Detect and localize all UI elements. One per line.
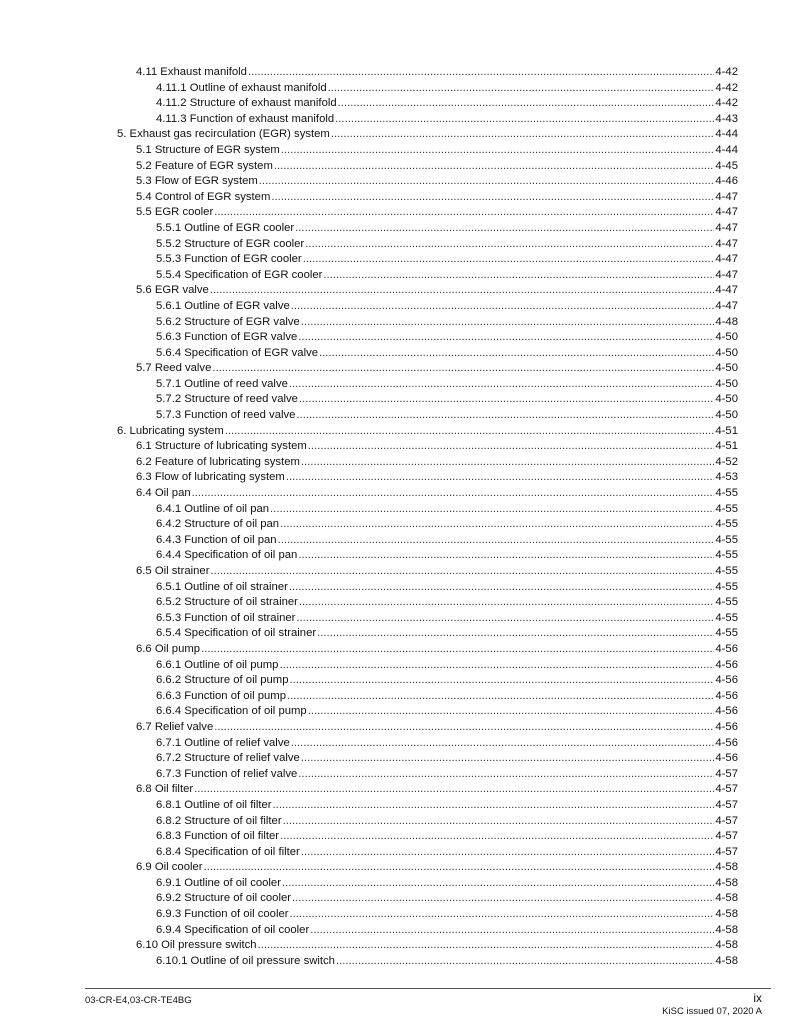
toc-entry[interactable] [0, 548, 794, 564]
toc-entry[interactable] [0, 486, 794, 502]
toc-entry-title: 6.2 Feature of lubricating system [136, 455, 300, 468]
toc-entry-page: 4-50 [715, 393, 738, 406]
toc-entry[interactable] [0, 720, 794, 736]
toc-entry[interactable] [0, 424, 794, 440]
toc-entry-page: 4-44 [715, 143, 738, 156]
toc-entry-title: 4.11.2 Structure of exhaust manifold [156, 97, 337, 110]
toc-entry-title: 6.7 Relief valve [136, 720, 214, 733]
toc-entry-page: 4-58 [715, 954, 738, 967]
toc-entry[interactable] [0, 330, 794, 346]
toc-entry-title: 5.7.1 Outline of reed valve [156, 377, 288, 390]
toc-entry-page: 4-57 [715, 814, 738, 827]
toc-entry[interactable] [0, 502, 794, 518]
toc-entry-page: 4-56 [715, 642, 738, 655]
toc-entry-page: 4-58 [715, 892, 738, 905]
footer-divider [85, 988, 771, 989]
toc-entry-page: 4-55 [715, 580, 738, 593]
dot-leader [278, 533, 715, 549]
toc-entry-title: 6.4.3 Function of oil pan [156, 533, 277, 546]
toc-entry-title: 5.2 Feature of EGR system [136, 159, 273, 172]
toc-entry[interactable] [0, 470, 794, 486]
toc-entry-page: 4-53 [715, 471, 738, 484]
toc-entry[interactable] [0, 829, 794, 845]
toc-entry-title: 5.6.3 Function of EGR valve [156, 331, 298, 344]
dot-leader [298, 767, 714, 783]
toc-entry-title: 6.10 Oil pressure switch [136, 939, 257, 952]
toc-entry[interactable] [0, 65, 794, 81]
toc-entry-title: 6.5.3 Function of oil strainer [156, 611, 296, 624]
toc-entry[interactable] [0, 533, 794, 549]
toc-entry-title: 6.7.1 Outline of relief valve [156, 736, 290, 749]
toc-entry[interactable] [0, 642, 794, 658]
dot-leader [292, 891, 714, 907]
toc-entry[interactable] [0, 221, 794, 237]
dot-leader [338, 96, 715, 112]
toc-entry-page: 4-58 [715, 876, 738, 889]
toc-entry-page: 4-50 [715, 331, 738, 344]
toc-entry[interactable] [0, 268, 794, 284]
dot-leader [271, 190, 714, 206]
dot-leader [280, 517, 714, 533]
dot-leader [317, 626, 714, 642]
toc-entry[interactable] [0, 252, 794, 268]
toc-entry[interactable] [0, 174, 794, 190]
toc-entry[interactable] [0, 751, 794, 767]
dot-leader [295, 221, 714, 237]
toc-entry-page: 4-56 [715, 736, 738, 749]
toc-entry[interactable] [0, 408, 794, 424]
toc-entry[interactable] [0, 315, 794, 331]
toc-entry[interactable] [0, 81, 794, 97]
dot-leader [210, 564, 714, 580]
toc-entry-page: 4-47 [715, 299, 738, 312]
toc-entry-title: 6.10.1 Outline of oil pressure switch [156, 954, 335, 967]
dot-leader [289, 377, 714, 393]
toc-entry-title: 5.7.2 Structure of reed valve [156, 393, 298, 406]
dot-leader [298, 330, 714, 346]
toc-entry[interactable] [0, 611, 794, 627]
toc-entry[interactable] [0, 439, 794, 455]
toc-entry-title: 6.9 Oil cooler [136, 861, 203, 874]
toc-entry-title: 5. Exhaust gas recirculation (EGR) system [117, 128, 330, 141]
toc-entry-page: 4-50 [715, 409, 738, 422]
dot-leader [204, 860, 715, 876]
toc-entry[interactable] [0, 361, 794, 377]
toc-entry[interactable] [0, 845, 794, 861]
toc-entry[interactable] [0, 736, 794, 752]
toc-entry-page: 4-58 [715, 861, 738, 874]
dot-leader [194, 782, 714, 798]
toc-entry-page: 4-55 [715, 518, 738, 531]
dot-leader [210, 283, 715, 299]
dot-leader [301, 751, 715, 767]
toc-entry-title: 6.7.3 Function of relief valve [156, 767, 298, 780]
toc-entry-page: 4-44 [715, 128, 738, 141]
toc-entry-page: 4-42 [715, 97, 738, 110]
toc-entry-title: 5.6.1 Outline of EGR valve [156, 299, 290, 312]
toc-entry-page: 4-47 [715, 268, 738, 281]
toc-entry[interactable] [0, 782, 794, 798]
toc-entry-title: 6.5.4 Specification of oil strainer [156, 627, 317, 640]
toc-entry-title: 6.8 Oil filter [136, 783, 194, 796]
dot-leader [290, 907, 715, 923]
toc-entry[interactable] [0, 860, 794, 876]
dot-leader [305, 237, 714, 253]
toc-entry-title: 6. Lubricating system [117, 424, 224, 437]
toc-entry[interactable] [0, 626, 794, 642]
dot-leader [308, 439, 715, 455]
toc-entry[interactable] [0, 299, 794, 315]
dot-leader [279, 658, 714, 674]
toc-entry-title: 5.4 Control of EGR system [136, 190, 271, 203]
toc-entry[interactable] [0, 767, 794, 783]
toc-entry[interactable] [0, 455, 794, 471]
toc-entry[interactable] [0, 392, 794, 408]
toc-entry-title: 5.5 EGR cooler [136, 206, 214, 219]
toc-entry-page: 4-52 [715, 455, 738, 468]
toc-entry-page: 4-50 [715, 346, 738, 359]
toc-entry-page: 4-47 [715, 253, 738, 266]
toc-entry-page: 4-56 [715, 705, 738, 718]
toc-entry-title: 6.6.3 Function of oil pump [156, 689, 286, 702]
dot-leader [299, 392, 714, 408]
toc-entry-page: 4-55 [715, 533, 738, 546]
dot-leader [281, 143, 715, 159]
dot-leader [214, 720, 714, 736]
toc-entry-title: 6.4.1 Outline of oil pan [156, 502, 270, 515]
dot-leader [280, 829, 714, 845]
toc-entry-title: 6.6.4 Specification of oil pump [156, 705, 307, 718]
toc-entry[interactable] [0, 673, 794, 689]
toc-entry-page: 4-48 [715, 315, 738, 328]
toc-entry-title: 4.11.1 Outline of exhaust manifold [156, 81, 327, 94]
toc-entry[interactable] [0, 205, 794, 221]
dot-leader [290, 673, 715, 689]
toc-entry-title: 6.9.4 Specification of oil cooler [156, 923, 310, 936]
toc-entry-page: 4-47 [715, 190, 738, 203]
toc-entry-title: 5.5.4 Specification of EGR cooler [156, 268, 323, 281]
toc-entry-page: 4-58 [715, 908, 738, 921]
toc-entry-page: 4-57 [715, 783, 738, 796]
toc-entry-title: 5.3 Flow of EGR system [136, 175, 258, 188]
dot-leader [298, 548, 714, 564]
toc-entry-page: 4-47 [715, 206, 738, 219]
toc-entry-title: 5.7 Reed valve [136, 362, 212, 375]
dot-leader [286, 470, 715, 486]
toc-entry-title: 5.5.1 Outline of EGR cooler [156, 221, 295, 234]
toc-entry-title: 6.8.1 Outline of oil filter [156, 798, 272, 811]
toc-entry-title: 6.7.2 Structure of relief valve [156, 752, 300, 765]
toc-entry-page: 4-55 [715, 502, 738, 515]
toc-entry-page: 4-42 [715, 66, 738, 78]
toc-entry[interactable] [0, 237, 794, 253]
dot-leader [283, 814, 715, 830]
toc-entry[interactable] [0, 704, 794, 720]
toc-entry-title: 6.8.2 Structure of oil filter [156, 814, 282, 827]
toc-entry-page: 4-51 [715, 424, 738, 437]
toc-entry-title: 6.6 Oil pump [136, 642, 201, 655]
toc-entry-title: 5.7.3 Function of reed valve [156, 409, 296, 422]
toc-entry[interactable] [0, 283, 794, 299]
toc-entry-page: 4-55 [715, 549, 738, 562]
toc-entry-title: 5.5.2 Structure of EGR cooler [156, 237, 305, 250]
page-number: ix [753, 991, 762, 1005]
toc-entry-title: 5.6.2 Structure of EGR valve [156, 315, 300, 328]
toc-entry[interactable] [0, 143, 794, 159]
dot-leader [287, 689, 714, 705]
toc-entry-page: 4-57 [715, 845, 738, 858]
toc-entry-page: 4-47 [715, 221, 738, 234]
toc-entry-title: 6.6.2 Structure of oil pump [156, 674, 289, 687]
toc-entry-title: 4.11.3 Function of exhaust manifold [156, 112, 335, 125]
toc-entry-title: 6.9.3 Function of oil cooler [156, 908, 289, 921]
toc-entry-page: 4-57 [715, 830, 738, 843]
toc-entry-title: 5.5.3 Function of EGR cooler [156, 253, 302, 266]
toc-entry[interactable] [0, 876, 794, 892]
dot-leader [274, 159, 715, 175]
toc-entry[interactable] [0, 595, 794, 611]
toc-entry-page: 4-55 [715, 565, 738, 577]
toc-entry[interactable] [0, 798, 794, 814]
toc-entry-title: 6.4 Oil pan [136, 487, 191, 500]
toc-entry-title: 6.4.4 Specification of oil pan [156, 549, 298, 562]
dot-leader [291, 299, 715, 315]
dot-leader [273, 798, 715, 814]
toc-entry-page: 4-43 [715, 112, 738, 125]
toc-entry[interactable] [0, 564, 794, 580]
dot-leader [299, 595, 714, 611]
dot-leader [301, 845, 715, 861]
toc-entry-page: 4-45 [715, 159, 738, 172]
toc-entry[interactable] [0, 689, 794, 705]
dot-leader [258, 938, 715, 954]
dot-leader [323, 268, 714, 284]
dot-leader [289, 580, 715, 596]
dot-leader [303, 252, 715, 268]
toc-entry-page: 4-47 [715, 284, 738, 297]
toc-entry[interactable] [0, 923, 794, 939]
dot-leader [248, 65, 714, 81]
dot-leader [319, 346, 714, 362]
toc-entry-page: 4-42 [715, 81, 738, 94]
toc-entry-title: 6.5.1 Outline of oil strainer [156, 580, 288, 593]
toc-entry-page: 4-56 [715, 720, 738, 733]
toc-entry-title: 6.4.2 Structure of oil pan [156, 518, 280, 531]
toc-entry[interactable] [0, 954, 794, 970]
toc-entry-page: 4-56 [715, 674, 738, 687]
toc-entry-title: 4.11 Exhaust manifold [136, 66, 247, 78]
toc-entry-page: 4-55 [715, 627, 738, 640]
dot-leader [310, 923, 714, 939]
toc-entry[interactable] [0, 127, 794, 143]
toc-entry[interactable] [0, 938, 794, 954]
toc-entry[interactable] [0, 517, 794, 533]
toc-entry-title: 6.6.1 Outline of oil pump [156, 658, 279, 671]
toc-entry-title: 5.1 Structure of EGR system [136, 143, 280, 156]
dot-leader [308, 704, 715, 720]
toc-entry[interactable] [0, 96, 794, 112]
dot-leader [212, 361, 714, 377]
toc-entry-page: 4-58 [715, 923, 738, 936]
toc-entry[interactable] [0, 814, 794, 830]
dot-leader [331, 127, 715, 143]
toc-entry-page: 4-47 [715, 237, 738, 250]
toc-entry-title: 6.9.1 Outline of oil cooler [156, 876, 281, 889]
toc-entry-title: 6.8.3 Function of oil filter [156, 830, 280, 843]
dot-leader [259, 174, 715, 190]
toc-entry-title: 5.6.4 Specification of EGR valve [156, 346, 319, 359]
toc-entry-title: 6.1 Structure of lubricating system [136, 440, 307, 453]
dot-leader [335, 112, 714, 128]
dot-leader [201, 642, 714, 658]
dot-leader [301, 455, 714, 471]
dot-leader [192, 486, 715, 502]
footer-right [662, 992, 762, 1018]
issued-note: KiSC issued 07, 2020 A [662, 1006, 762, 1017]
toc-entry-page: 4-56 [715, 689, 738, 702]
toc-entry-title: 6.3 Flow of lubricating system [136, 471, 285, 484]
toc-entry-page: 4-55 [715, 611, 738, 624]
toc-entry[interactable] [0, 907, 794, 923]
toc-entry[interactable] [0, 112, 794, 128]
toc-entry-page: 4-56 [715, 752, 738, 765]
toc-entry[interactable] [0, 159, 794, 175]
toc-entry-page: 4-56 [715, 658, 738, 671]
toc-entry[interactable] [0, 580, 794, 596]
toc-entry[interactable] [0, 891, 794, 907]
table-of-contents [0, 65, 794, 969]
toc-entry-page: 4-51 [715, 440, 738, 453]
dot-leader [270, 502, 714, 518]
toc-entry-title: 6.9.2 Structure of oil cooler [156, 892, 292, 905]
toc-entry-page: 4-55 [715, 596, 738, 609]
toc-entry-title: 6.5.2 Structure of oil strainer [156, 596, 298, 609]
toc-entry-page: 4-57 [715, 767, 738, 780]
toc-entry-page: 4-50 [715, 377, 738, 390]
toc-entry-title: 6.5 Oil strainer [136, 565, 210, 577]
dot-leader [336, 954, 714, 970]
toc-entry-page: 4-50 [715, 362, 738, 375]
toc-entry[interactable] [0, 377, 794, 393]
dot-leader [328, 81, 715, 97]
dot-leader [214, 205, 714, 221]
footer-doc-code: 03-CR-E4,03-CR-TE4BG [85, 995, 192, 1006]
toc-entry[interactable] [0, 346, 794, 362]
dot-leader [296, 408, 714, 424]
toc-entry[interactable] [0, 190, 794, 206]
toc-entry-page: 4-58 [715, 939, 738, 952]
toc-entry-title: 5.6 EGR valve [136, 284, 209, 297]
toc-entry-title: 6.8.4 Specification of oil filter [156, 845, 300, 858]
dot-leader [282, 876, 714, 892]
dot-leader [225, 424, 715, 440]
toc-entry-page: 4-55 [715, 487, 738, 500]
dot-leader [291, 736, 715, 752]
dot-leader [301, 315, 715, 331]
toc-entry-page: 4-57 [715, 798, 738, 811]
toc-entry-page: 4-46 [715, 175, 738, 188]
dot-leader [296, 611, 714, 627]
toc-entry[interactable] [0, 658, 794, 674]
